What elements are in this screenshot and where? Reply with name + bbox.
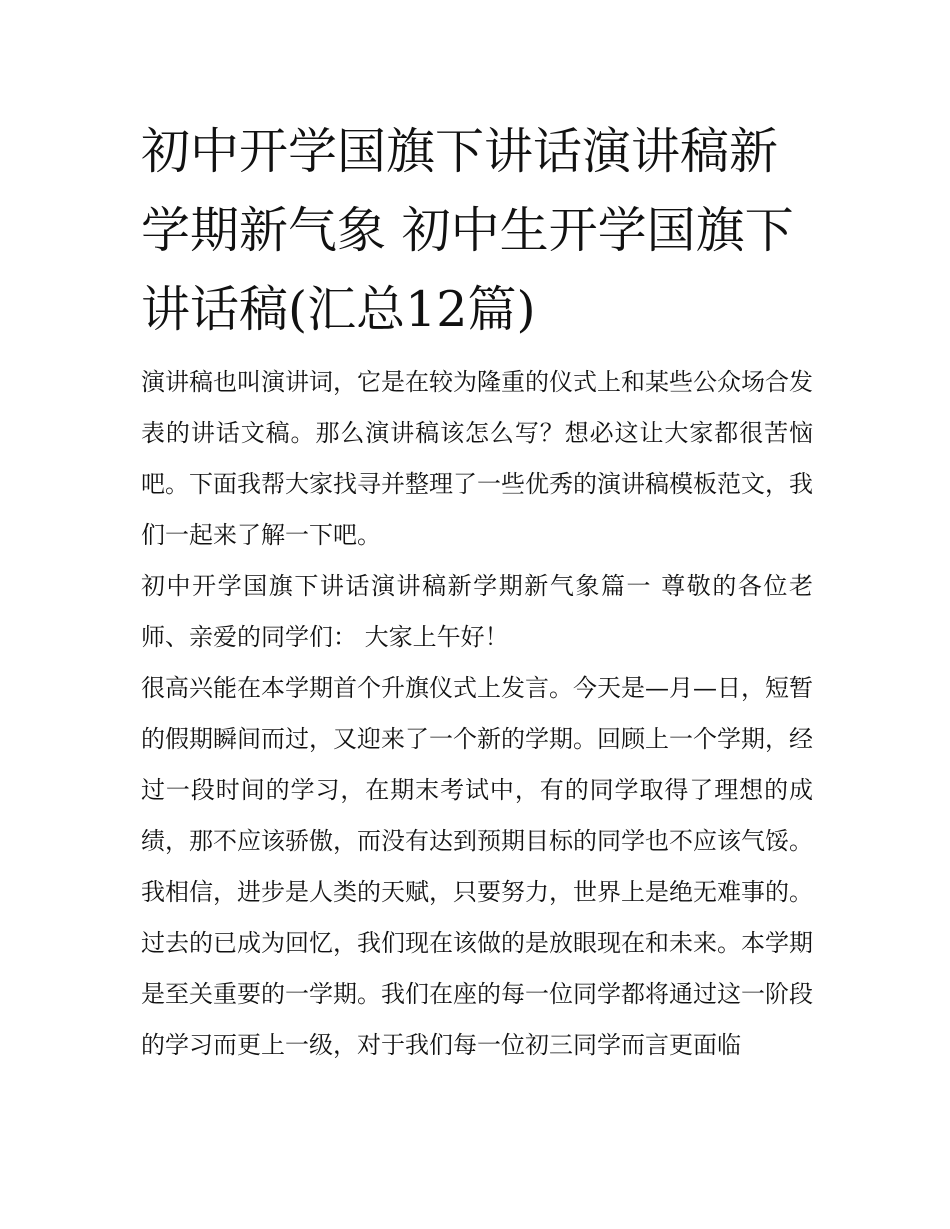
body-paragraph-2: 过去的已成为回忆，我们现在该做的是放眼现在和未来。本学期是至关重要的一学期。我们在座的每一位同学都将通过这一阶段的学习而更上一级，对于我们每一位初三同学而言更面临 (141, 929, 813, 1059)
document-title: 初中开学国旗下讲话演讲稿新学期新气象 初中生开学国旗下讲话稿(汇总12篇) (141, 123, 794, 338)
intro-paragraph: 演讲稿也叫演讲词，它是在较为隆重的仪式上和某些公众场合发表的讲话文稿。那么演讲稿该怎么写？想必这让大家都很苦恼吧。下面我帮大家找寻并整理了一些优秀的演讲稿模板范文，我们一起来了解一下吧。 (141, 368, 813, 549)
body-paragraph-1: 很高兴能在本学期首个升旗仪式上发言。今天是—月—日，短暂的假期瞬间而过，又迎来了一个新的学期。回顾上一个学期，经过一段时间的学习，在期末考试中，有的同学取得了理想的成绩，那不应该骄傲，而没有达到预期目标的同学也不应该气馁。我相信，进步是人类的天赋，只要努力，世界上是绝无难事的。 (141, 674, 813, 906)
document-content (141, 112, 813, 1071)
speech-heading-paragraph: 初中开学国旗下讲话演讲稿新学期新气象篇一 尊敬的各位老师、亲爱的同学们： 大家上午好！ (141, 572, 813, 651)
